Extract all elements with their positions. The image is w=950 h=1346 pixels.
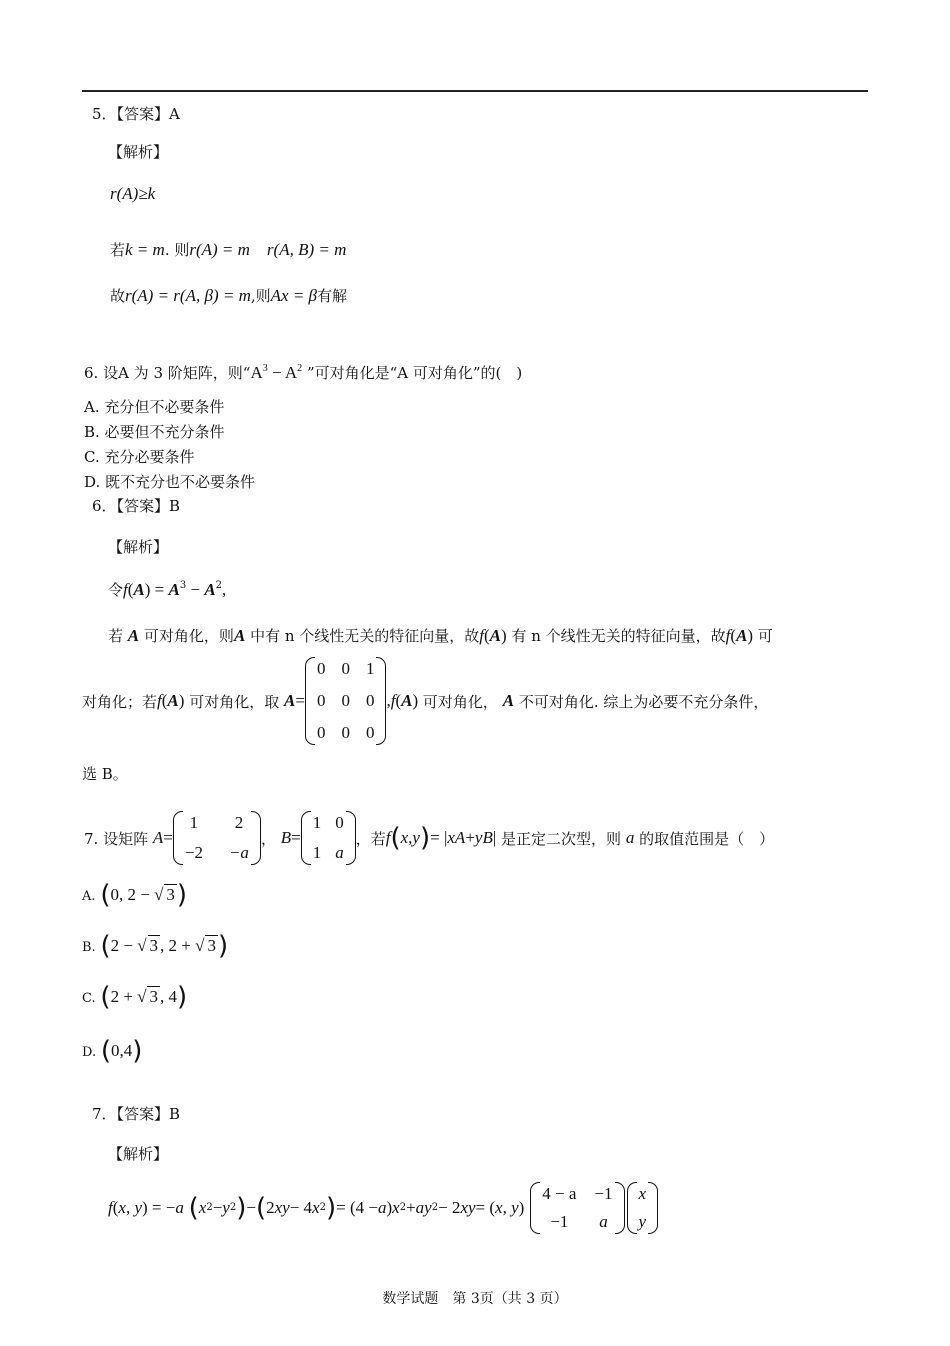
q6-option-b: B. 必要但不充分条件 (84, 423, 225, 441)
q6-answer: 6．【答案】B (92, 497, 181, 515)
q7-vector: x y (627, 1182, 659, 1234)
q7-derivation: f ( x, y ) = − a ( x 2 − y 2 ) − ( 2 xy − 4 x 2 ) = (4 − a ) x 2 + ay 2 − 2 xy = ( x, y ) 4 − a −1 −1 a x y (108, 1180, 658, 1236)
q7-analysis: 【解析】 (108, 1145, 169, 1163)
q5-line1: r(A)≥k (110, 184, 156, 203)
q6-para3: 选 B。 (82, 765, 128, 783)
q6-para2: 对角化；若 f ( A ) 可对角化，取 A = 0 0 1 0 0 0 0 0 0 , f ( A ) 可对角化， A 不可对角化. 综上为必要不充分条件， (82, 660, 768, 742)
q6-analysis: 【解析】 (108, 538, 169, 556)
q7-option-a: A. (0, 2 − √ 3) (82, 880, 188, 910)
q7-matrix-b: 1 0 1 a (301, 811, 356, 865)
q6-option-a: A. 充分但不必要条件 (84, 398, 225, 416)
q7-option-c: C. (2 + √ 3 , 4) (82, 982, 188, 1012)
q7-option-d: D. (0,4) (82, 1036, 143, 1066)
q6-option-c: C. 充分必要条件 (84, 448, 195, 466)
q6-para1: 若 A 可对角化，则A 中有 n 个线性无关的特征向量，故f(A) 有 n 个线性无关的特征向量，故f(A) 可 (108, 626, 773, 645)
q6-let: 令$f(A) = A^3 - A^2$, (108, 580, 227, 599)
q5-answer: 5．【答案】A (92, 105, 180, 123)
q5-analysis: 【解析】 (108, 143, 169, 161)
q7-matrix-a: 1 2 −2 −a (173, 811, 261, 865)
q5-line3: 故r(A) = r(A, β) = m,则Ax = β有解 (110, 286, 348, 305)
q6-matrix: 0 0 1 0 0 0 0 0 0 (305, 657, 387, 745)
q7-final-matrix: 4 − a −1 −1 a (530, 1182, 624, 1234)
q6-question: 6. 设A 为 3 阶矩阵，则“$A^3 - A^2$ ”可对角化是“A 可对角化”的( ) (84, 363, 523, 382)
page-footer: 数学试题 第 3页（共 3 页） (382, 1291, 568, 1307)
q7-answer: 7．【答案】B (92, 1105, 181, 1123)
q7-option-b: B. (2 − √ 3 , 2 + √ 3) (82, 931, 229, 961)
q6-option-d: D. 既不充分也不必要条件 (84, 473, 256, 491)
q7-question: 7. 设矩阵 A = 1 2 −2 −a ， B = 1 0 1 a ，若 f ( x,y ) = | xA + yB | 是正定二次型，则 a 的取值范围是（ ） (84, 808, 774, 868)
q5-line2: 若k = m. 则r(A) = m r(A, B) = m (110, 240, 347, 259)
header-rule (82, 90, 868, 92)
